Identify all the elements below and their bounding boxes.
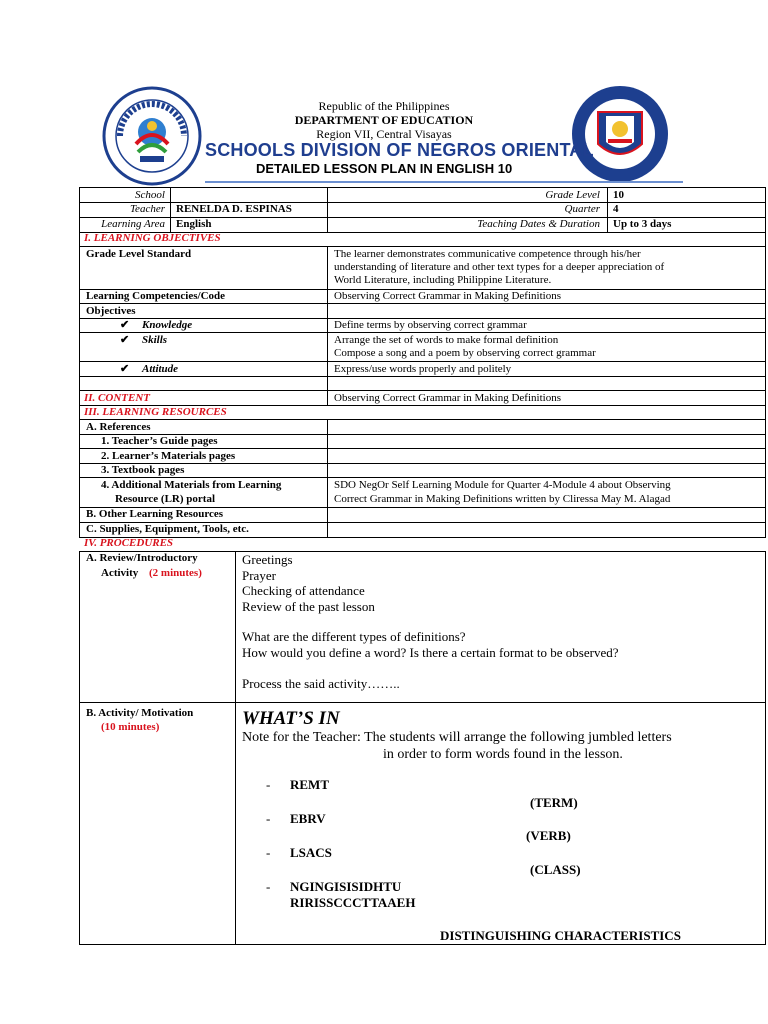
teacher-label: Teacher	[129, 203, 165, 215]
lesson-plan-title: DETAILED LESSON PLAN IN ENGLISH 10	[256, 161, 513, 176]
word-4-jumbled-line-2: RIRISSCCCTTAAEH	[290, 895, 416, 910]
additional-materials-label-2: Resource (LR) portal	[115, 493, 215, 505]
word-3-dash: -	[266, 845, 271, 860]
division-title: SCHOOLS DIVISION OF NEGROS ORIENTAL	[205, 140, 594, 160]
review-line-process: Process the said activity……..	[242, 676, 400, 691]
objectives-label: Objectives	[86, 305, 136, 317]
content-value: Observing Correct Grammar in Making Definitions	[334, 392, 561, 404]
grade-level-standard-line-1: The learner demonstrates communicative competence through his/her	[334, 248, 641, 260]
knowledge-check-icon: ✔	[120, 319, 130, 331]
word-2-answer: (VERB)	[526, 828, 571, 843]
quarter-value: 4	[613, 203, 619, 215]
other-resources-label: B. Other Learning Resources	[86, 508, 224, 520]
additional-materials-value-1: SDO NegOr Self Learning Module for Quarter 4-Module 4 about Observing	[334, 479, 671, 491]
teacher-value: RENELDA D. ESPINAS	[176, 203, 292, 215]
word-1-answer: (TERM)	[530, 795, 578, 810]
review-line-attendance: Checking of attendance	[242, 583, 365, 598]
school-label: School	[135, 189, 165, 201]
learning-area-value: English	[176, 218, 212, 230]
skills-label: Skills	[142, 334, 168, 346]
additional-materials-label-1: 4. Additional Materials from Learning	[101, 479, 282, 491]
grade-level-standard-label: Grade Level Standard	[86, 248, 192, 260]
review-activity-label-1: A. Review/Introductory	[86, 552, 198, 564]
section-learning-resources: III. LEARNING RESOURCES	[84, 406, 227, 418]
activity-motivation-label: B. Activity/ Motivation	[86, 707, 194, 719]
word-3-answer: (CLASS)	[530, 862, 581, 877]
word-1-dash: -	[266, 777, 271, 792]
additional-materials-value-2: Correct Grammar in Making Definitions written by Cliressa May M. Alagad	[334, 493, 671, 505]
department-text: DEPARTMENT OF EDUCATION	[294, 113, 474, 127]
teaching-dates-value: Up to 3 days	[613, 218, 672, 230]
knowledge-label: Knowledge	[142, 319, 193, 331]
review-line-past-lesson: Review of the past lesson	[242, 599, 375, 614]
review-activity-time: (2 minutes)	[149, 567, 202, 579]
section-learning-objectives: I. LEARNING OBJECTIVES	[84, 232, 221, 244]
grade-level-standard-line-2: understanding of literature and other text types for a deeper appreciation of	[334, 261, 665, 273]
activity-motivation-time: (10 minutes)	[101, 721, 160, 733]
learners-materials-label: 2. Learner’s Materials pages	[101, 450, 236, 462]
review-line-question-2: How would you define a word? Is there a certain format to be observed?	[242, 645, 619, 660]
teaching-dates-label: Teaching Dates & Duration	[477, 218, 600, 230]
word-2-dash: -	[266, 811, 271, 826]
word-4-dash: -	[266, 879, 271, 894]
word-1-jumbled: REMT	[290, 777, 329, 792]
grade-level-value: 10	[613, 189, 624, 201]
word-2-jumbled: EBRV	[290, 811, 326, 826]
knowledge-value: Define terms by observing correct grammar	[334, 319, 527, 331]
learning-area-label: Learning Area	[101, 218, 165, 230]
skills-value-line-2: Compose a song and a poem by observing correct grammar	[334, 347, 596, 359]
section-procedures: IV. PROCEDURES	[84, 537, 174, 549]
skills-value-line-1: Arrange the set of words to make formal definition	[334, 334, 559, 346]
review-line-question-1: What are the different types of definitions?	[242, 629, 466, 644]
attitude-check-icon: ✔	[120, 363, 130, 375]
teachers-guide-label: 1. Teacher’s Guide pages	[101, 435, 218, 447]
attitude-value: Express/use words properly and politely	[334, 363, 512, 375]
review-activity-label-2: Activity	[101, 567, 139, 579]
learning-competencies-value: Observing Correct Grammar in Making Definitions	[334, 290, 561, 302]
word-4-answer: DISTINGUISHING CHARACTERISTICS	[440, 928, 681, 943]
section-content: II. CONTENT	[84, 392, 151, 404]
header-divider	[205, 181, 683, 183]
supplies-label: C. Supplies, Equipment, Tools, etc.	[86, 523, 249, 535]
region-text: Region VII, Central Visayas	[316, 127, 452, 141]
grade-level-label: Grade Level	[545, 189, 600, 201]
quarter-label: Quarter	[564, 203, 600, 215]
teacher-note-line-1: Note for the Teacher: The students will arrange the following jumbled letters	[242, 730, 672, 745]
review-line-greetings: Greetings	[242, 552, 293, 567]
grade-level-standard-line-3: World Literature, including Philippine Literature.	[334, 274, 552, 286]
learning-competencies-label: Learning Competencies/Code	[86, 290, 226, 302]
skills-check-icon: ✔	[120, 334, 130, 346]
word-3-jumbled: LSACS	[290, 845, 332, 860]
references-label: A. References	[86, 421, 151, 433]
republic-text: Republic of the Philippines	[318, 99, 450, 113]
textbook-label: 3. Textbook pages	[101, 464, 185, 476]
teacher-note-line-2: in order to form words found in the lesson.	[383, 747, 623, 762]
whats-in-heading: WHAT’S IN	[242, 708, 340, 729]
attitude-label: Attitude	[142, 363, 179, 375]
word-4-jumbled-line-1: NGINGISISIDHTU	[290, 879, 402, 894]
review-line-prayer: Prayer	[242, 568, 276, 583]
